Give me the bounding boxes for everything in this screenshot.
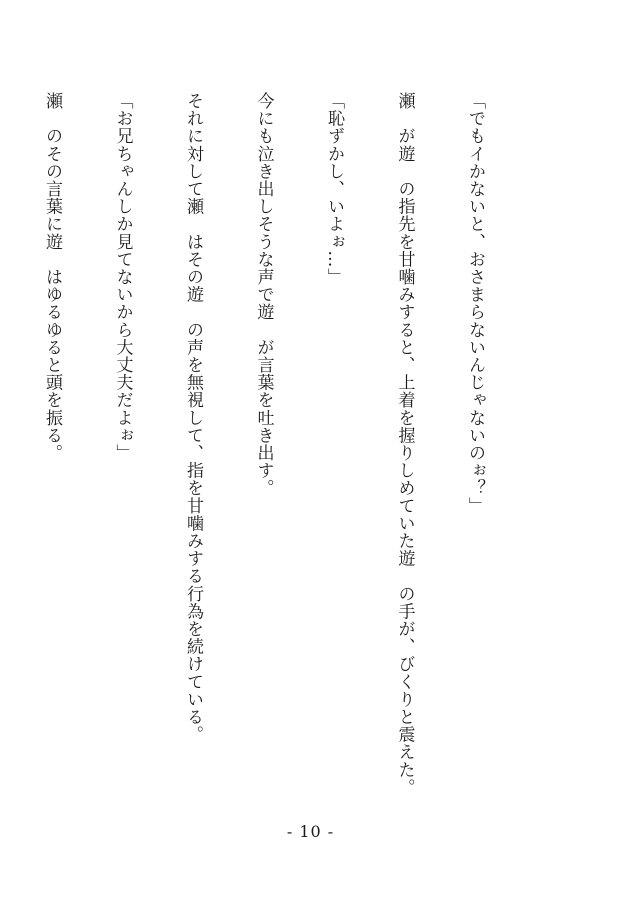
text-line: 瀬 が遊 の指先を甘噛みすると、上着を握りしめていた遊 の手が、びくりと震えた。 (394, 92, 415, 796)
text-line: それに対して瀬 はその遊 の声を無視して、指を甘噛みする行為を続けている。 (183, 92, 203, 744)
text-line: 今にも泣き出しそうな声で遊 が言葉を吐き出す。 (253, 92, 274, 497)
text-line: 「恥ずかし、いよぉ…」 (324, 92, 344, 286)
vertical-text-body (0, 92, 533, 832)
text-line: 「でもイかないと、おさまらないんじゃないのぉ？」 (465, 92, 485, 515)
text-line: 瀬 のその言葉に遊 はゆるゆると頭を振る。 (42, 92, 62, 462)
text-line: 「お兄ちゃんしか見てないから大丈夫だよぉ」 (112, 92, 133, 462)
page-number: - 10 - (286, 822, 335, 841)
